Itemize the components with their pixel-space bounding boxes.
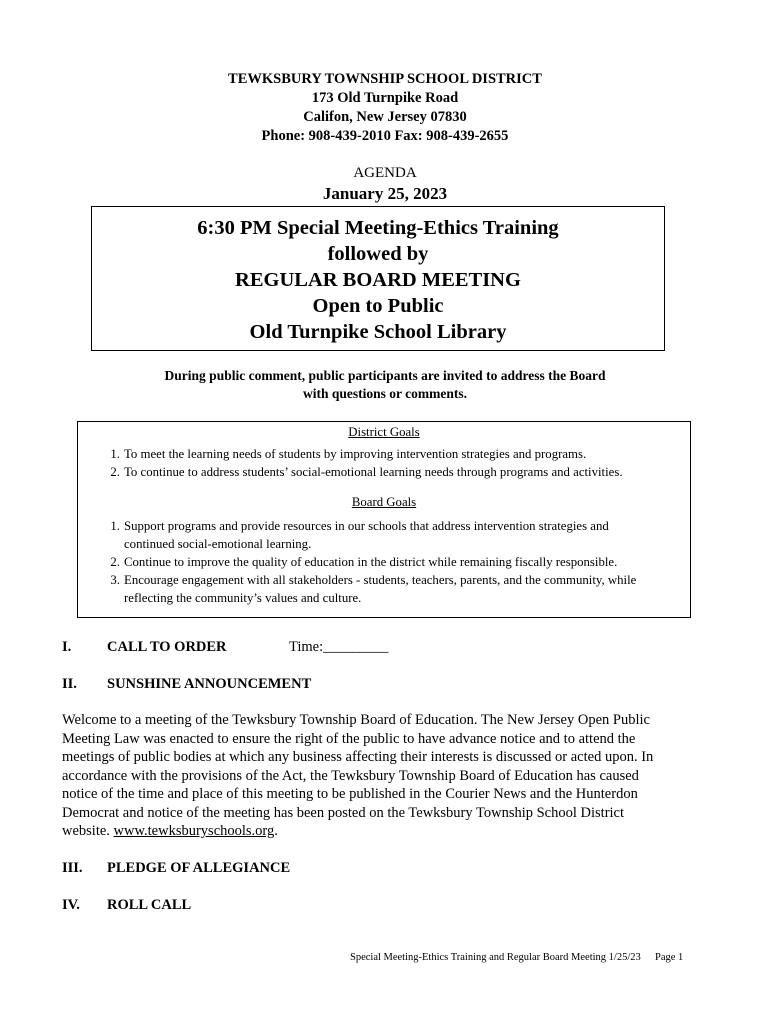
footer-title: Special Meeting-Ethics Training and Regular Board Meeting 1/25/23 [350,952,641,963]
district-goal-num: 2. [110,465,120,479]
board-goal-2: Continue to improve the quality of education in the district while remaining fiscally responsible. [124,555,618,569]
board-goal-num: 1. [110,519,120,533]
section-number: II. [62,676,77,692]
sunshine-line: Welcome to a meeting of the Tewksbury Township Board of Education. The New Jersey Open Public [62,712,650,728]
district-goals-title: District Goals [348,425,420,439]
city-address: Califon, New Jersey 07830 [303,109,467,125]
sunshine-line: meetings of public bodies at which any business affecting their interests is discussed or acted upon. In [62,749,654,765]
sunshine-website-prefix: website. [62,823,114,839]
sunshine-line-last [62,823,278,840]
board-goal-3-cont: reflecting the community’s values and culture. [124,591,362,605]
district-goal-num: 1. [110,447,120,461]
board-goal-1-cont: continued social-emotional learning. [124,537,312,551]
agenda-date: January 25, 2023 [322,184,448,203]
sunshine-line: accordance with the provisions of the Act, the Tewksbury Township Board of Education has caused [62,768,639,784]
meeting-line-regular: REGULAR BOARD MEETING [235,269,521,291]
section-pledge: PLEDGE OF ALLEGIANCE [107,860,291,876]
sunshine-line: notice of the time and place of this meeting to be published in the Courier News and the Hunterdon [62,786,638,802]
district-goal-2: To continue to address students’ social-emotional learning needs through programs and activities. [124,465,623,479]
meeting-info-box [91,206,665,351]
section-number: III. [62,860,83,876]
section-number: IV. [62,897,80,913]
district-website-link[interactable]: www.tewksburyschools.org [113,823,275,839]
sunshine-line: Democrat and notice of the meeting has been posted on the Tewksbury Township School District [62,805,625,821]
agenda-label: AGENDA [353,165,417,181]
board-goal-3: Encourage engagement with all stakeholders - students, teachers, parents, and the community, while [124,573,637,587]
section-call-to-order: CALL TO ORDER [107,639,227,655]
meeting-line-special: 6:30 PM Special Meeting-Ethics Training [197,217,559,239]
public-notice-line2: with questions or comments. [302,386,467,401]
meeting-line-location: Old Turnpike School Library [249,321,507,343]
sunshine-line: Meeting Law was enacted to ensure the right of the public to have advance notice and to attend the [62,731,636,747]
board-goals-title: Board Goals [351,495,417,509]
section-sunshine: SUNSHINE ANNOUNCEMENT [107,676,312,692]
phone-fax: Phone: 908-439-2010 Fax: 908-439-2655 [261,128,509,144]
footer-page-number: Page 1 [655,952,684,963]
meeting-line-followed: followed by [327,243,429,265]
meeting-line-open: Open to Public [312,295,444,317]
goals-box [77,421,691,618]
board-goal-num: 3. [110,573,120,587]
section-number: I. [62,639,72,655]
board-goal-1: Support programs and provide resources in our schools that address intervention strategies and [124,519,609,533]
district-goal-1: To meet the learning needs of students by improving intervention strategies and programs. [124,447,587,461]
street-address: 173 Old Turnpike Road [311,90,459,106]
board-goal-num: 2. [110,555,120,569]
public-notice-line1: During public comment, public participants are invited to address the Board [164,368,606,383]
section-roll-call: ROLL CALL [107,897,192,913]
call-to-order-time: Time:_________ [289,639,389,655]
sunshine-period: . [274,823,278,839]
district-name: TEWKSBURY TOWNSHIP SCHOOL DISTRICT [228,71,542,87]
